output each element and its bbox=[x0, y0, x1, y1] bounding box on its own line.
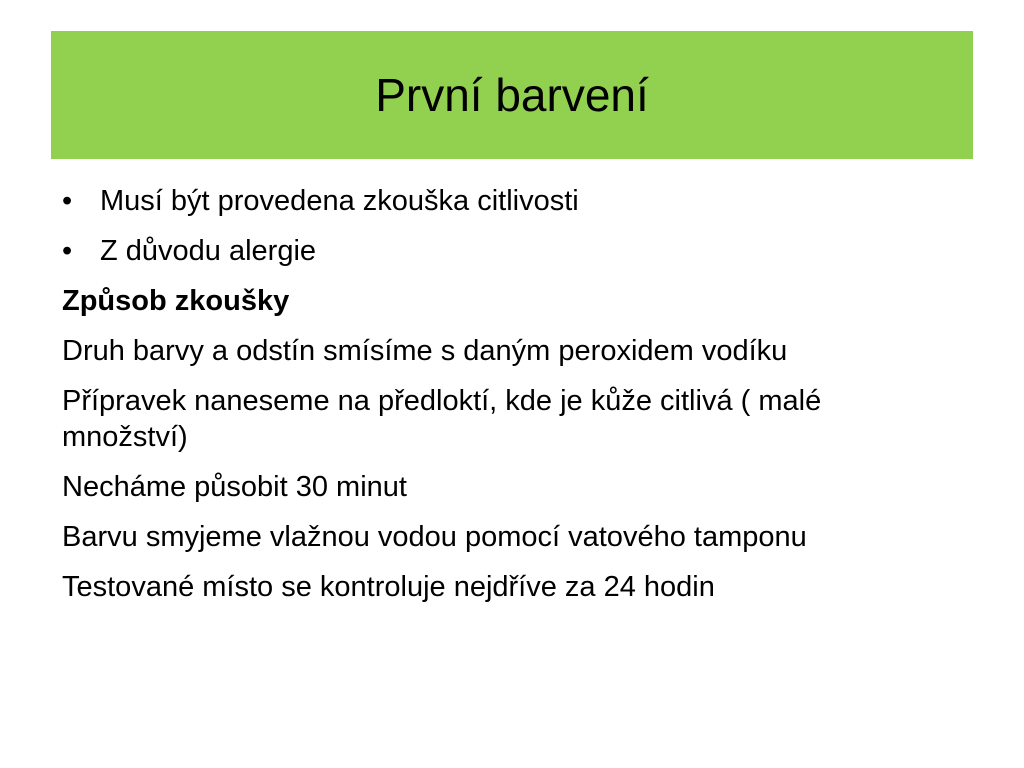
paragraph: Druh barvy a odstín smísíme s daným peroxidem vodíku bbox=[62, 335, 788, 367]
paragraph: Necháme působit 30 minut bbox=[62, 471, 407, 503]
bullet-item bbox=[62, 183, 942, 219]
paragraph: Testované místo se kontroluje nejdříve za 24 hodin bbox=[62, 571, 715, 603]
slide-body bbox=[62, 183, 942, 619]
title-banner bbox=[51, 31, 973, 159]
bullet-text: Z důvodu alergie bbox=[100, 235, 317, 267]
paragraph: Přípravek naneseme na předloktí, kde je kůže citlivá ( malé množství) bbox=[62, 385, 822, 453]
paragraph: Barvu smyjeme vlažnou vodou pomocí vatového tamponu bbox=[62, 521, 807, 553]
bullet-text: Musí být provedena zkouška citlivosti bbox=[100, 185, 579, 217]
bullet-icon: • bbox=[62, 235, 73, 267]
slide-title: První barvení bbox=[375, 69, 649, 121]
section-heading: Způsob zkoušky bbox=[62, 285, 290, 317]
bullet-item bbox=[62, 233, 942, 269]
bullet-icon: • bbox=[62, 185, 73, 217]
